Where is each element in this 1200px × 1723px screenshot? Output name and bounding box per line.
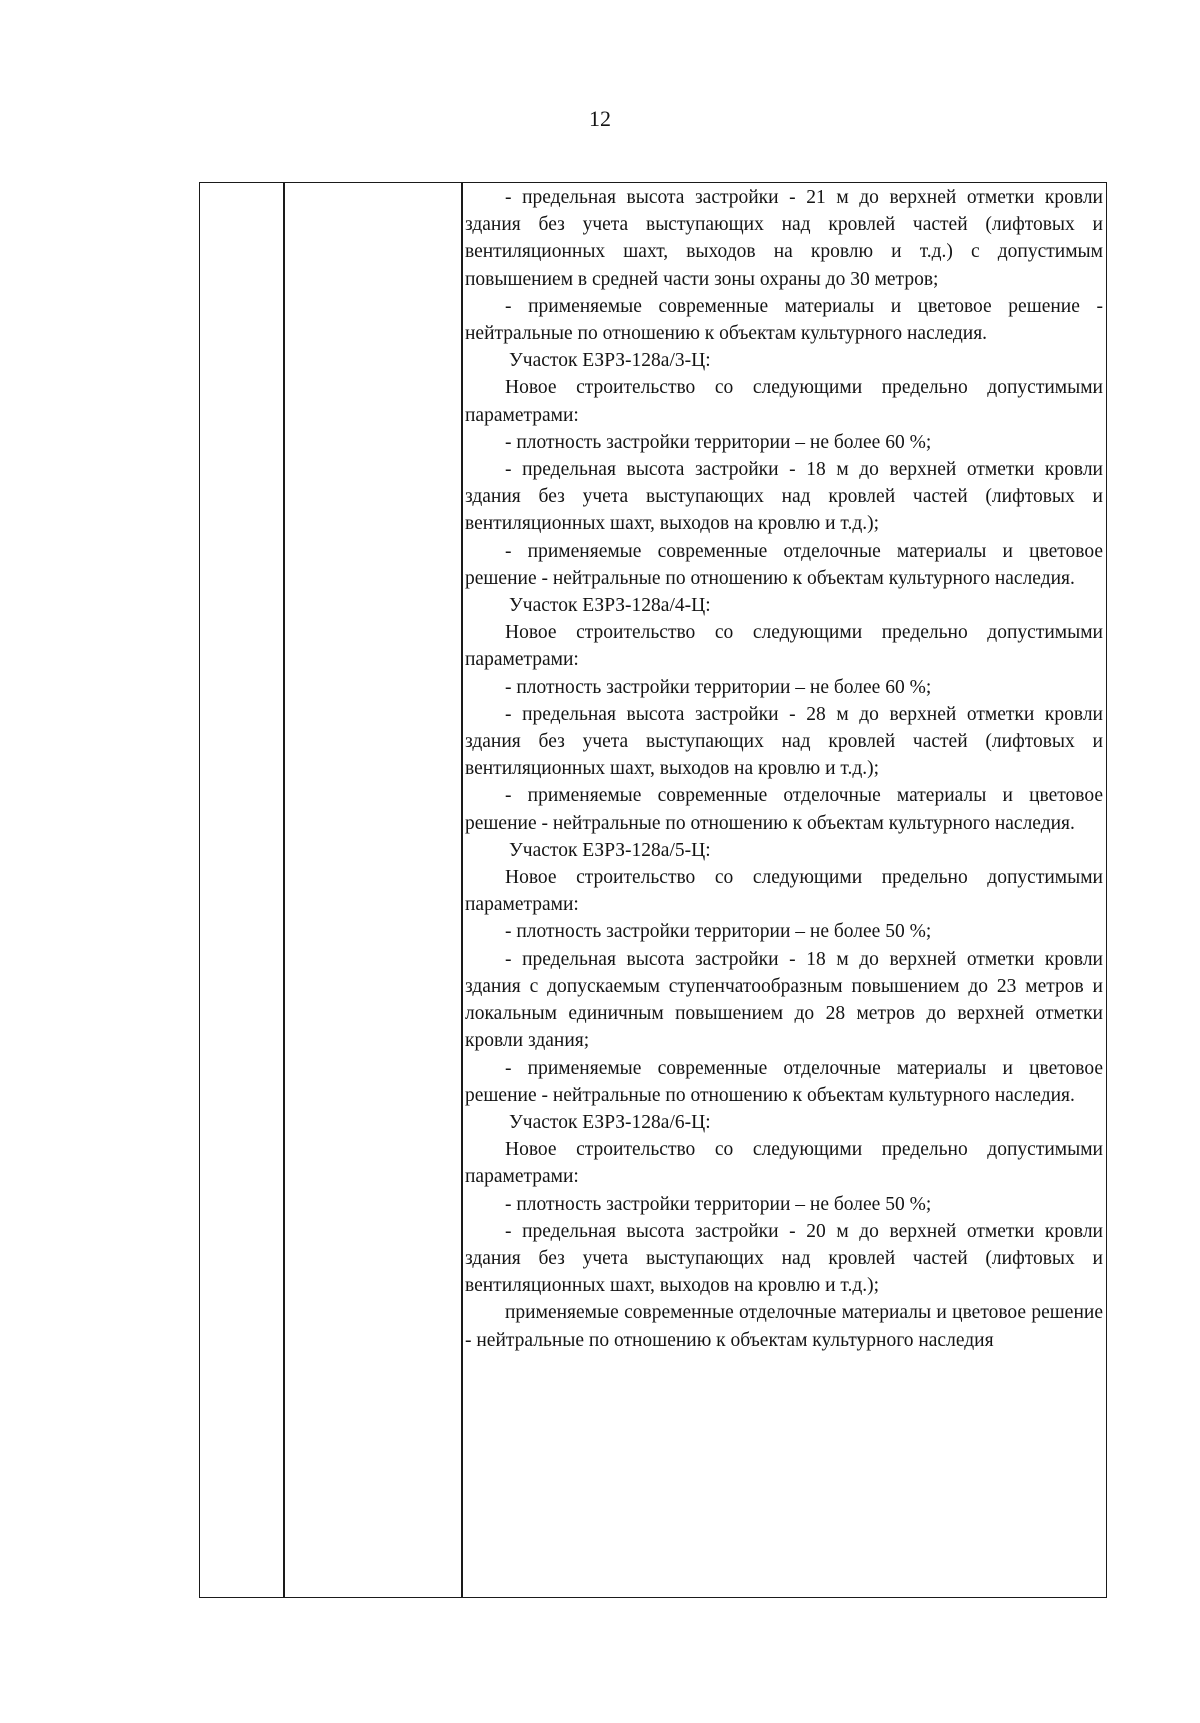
section-heading: Участок ЕЗРЗ-128а/6-Ц: [509,1111,711,1133]
section-heading: Участок ЕЗРЗ-128а/4-Ц: [509,595,711,617]
paragraph: Новое строительство со следующими предельно допустимыми параметрами: [465,377,1103,426]
paragraph: Новое строительство со следующими предельно допустимыми параметрами: [465,622,1103,671]
paragraph: - применяемые современные отделочные материалы и цветовое решение - нейтральные по отношению к объектам культурного наследия. [465,785,1103,834]
paragraph: - плотность застройки территории – не более 50 %; [505,921,932,943]
paragraph: - применяемые современные материалы и цветовое решение - нейтральные по отношению к объектам культурного наследия. [465,295,1103,345]
paragraph: - плотность застройки территории – не более 50 %; [505,1193,932,1215]
paragraph: - предельная высота застройки - 18 м до верхней отметки кровли здания с допускаемым ступенчатообразным повышением до 23 метров и локальным единичным повышением до 28 метров до верхней отметки кровли здания; [465,948,1103,1052]
paragraph: применяемые современные отделочные материалы и цветовое решение - нейтральные по отношению к объектам культурного наследия [465,1302,1103,1351]
paragraph: - применяемые современные отделочные материалы и цветовое решение - нейтральные по отношению к объектам культурного наследия. [465,540,1103,589]
paragraph: Новое строительство со следующими предельно допустимыми параметрами: [465,867,1103,916]
table-column-divider [461,183,463,1597]
table-cell-content [465,184,1103,1354]
paragraph: - предельная высота застройки - 18 м до верхней отметки кровли здания без учета выступающих над кровлей частей (лифтовых и вентиляционных шахт, выходов на кровлю и т.д.); [465,459,1103,535]
table-column-divider [283,183,285,1597]
section-heading: Участок ЕЗРЗ-128а/3-Ц: [509,350,711,372]
paragraph: - плотность застройки территории – не более 60 %; [505,431,932,453]
section-heading: Участок ЕЗРЗ-128а/5-Ц: [509,839,711,861]
page-number: 12 [589,106,611,131]
paragraph: - предельная высота застройки - 21 м до верхней отметки кровли здания без учета выступающих над кровлей частей (лифтовых и вентиляционных шахт, выходов на кровлю и т.д.) с допустимым повышением в средней части зоны охраны до 30 метров; [465,187,1103,290]
paragraph: Новое строительство со следующими предельно допустимыми параметрами: [465,1139,1103,1188]
paragraph: - применяемые современные отделочные материалы и цветовое решение - нейтральные по отношению к объектам культурного наследия. [465,1057,1103,1106]
paragraph: - плотность застройки территории – не более 60 %; [505,676,932,698]
document-table [199,182,1107,1598]
paragraph: - предельная высота застройки - 20 м до верхней отметки кровли здания без учета выступающих над кровлей частей (лифтовых и вентиляционных шахт, выходов на кровлю и т.д.); [465,1220,1103,1297]
paragraph: - предельная высота застройки - 28 м до верхней отметки кровли здания без учета выступающих над кровлей частей (лифтовых и вентиляционных шахт, выходов на кровлю и т.д.); [465,703,1103,780]
